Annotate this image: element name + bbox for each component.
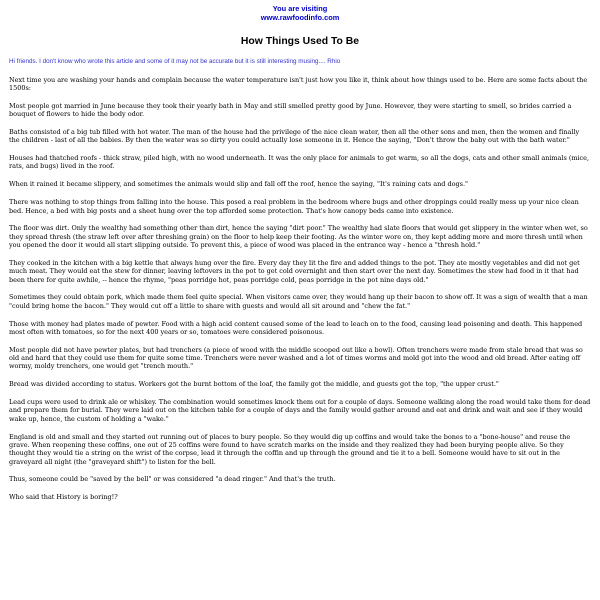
site-banner xyxy=(9,5,591,22)
paragraph: Most people got married in June because they took their yearly bath in May and still smelled pretty good by June. However, they were starting to smell, so brides carried a bouquet of flowers to hide the body odor. xyxy=(9,101,572,119)
paragraph: Who said that History is boring!? xyxy=(9,493,118,502)
paragraph: Lead cups were used to drink ale or whiskey. The combination would sometimes knock them out for a couple of days. Someone walking along the road would take them for dead and prepare them for burial. They were laid out on the kitchen table for a couple of days and the family would gather around and eat and drink and wait and see if they would wake up, hence, the custom of holding a "wake." xyxy=(9,398,591,423)
paragraph: When it rained it became slippery, and sometimes the animals would slip and fall off the roof, hence the saying, "It's raining cats and dogs." xyxy=(9,180,468,189)
paragraph: Most people did not have pewter plates, but had trenchers (a piece of wood with the middle scooped out like a bowl). Often trenchers were made from stale bread that was so old and hard that they could use them for quite some time. Trenchers were never washed and a lot of times worms and mold got into the wood and old bread. After eating off wormy, moldy trenchers, one would get "trench mouth." xyxy=(9,345,583,371)
paragraph: Baths consisted of a big tub filled with hot water. The man of the house had the privilege of the nice clean water, then all the other sons and men, then the women and finally the children - last of all the babies. By then the water was so dirty you could actually lose someone in it. Hence the saying, "Don't throw the baby out with the bath water." xyxy=(9,127,580,145)
visiting-text: You are visiting xyxy=(272,4,328,13)
paragraph: Bread was divided according to status. Workers got the burnt bottom of the loaf, the family got the middle, and guests got the top, "the upper crust." xyxy=(9,380,499,389)
paragraph: Houses had thatched roofs - thick straw, piled high, with no wood underneath. It was the only place for animals to get warm, so all the dogs, cats and other small animals (mice, rats, and bugs) lived in the roof. xyxy=(9,154,590,171)
intro-note: Hi friends. I don't know who wrote this article and some of it may not be accurate but it is still interesting musing.... Rhio xyxy=(9,58,341,65)
paragraph: England is old and small and they started out running out of places to bury people. So they would dig up coffins and would take the bones to a "bone-house" and reuse the grave. When reopening these coffins, one out of 25 coffins were found to have scratch marks on the inside and they realized they had been burying people alive. So they thought they would tie a string on the wrist of the corpse, lead it through the coffin and up through the ground and tie it to a bell. Someone would have to sit out in the graveyard all night (the "graveyard shift") to listen for the bell. xyxy=(9,432,571,466)
paragraph: Sometimes they could obtain pork, which made them feel quite special. When visitors came over, they would hang up their bacon to show off. It was a sign of wealth that a man "could bring home the bacon." They would cut off a little to share with guests and would all sit around and "chew the fat." xyxy=(9,293,588,310)
paragraph: They cooked in the kitchen with a big kettle that always hung over the fire. Every day they lit the fire and added things to the pot. They ate mostly vegetables and did not get much meat. They would eat the stew for dinner, leaving leftovers in the pot to get cold overnight and then start over the next day. Sometimes the stew had food in it that had been there for quite awhile, -- hence the rhyme, "peas porridge hot, peas porridge cold, peas porridge in the pot nine days old." xyxy=(9,258,580,284)
paragraph: The floor was dirt. Only the wealthy had something other than dirt, hence the saying "dirt poor." The wealthy had slate floors that would get slippery in the winter when wet, so they spread thresh (the straw left over after threshing grain) on the floor to help keep their footing. As the winter wore on, they kept adding more and more thresh until when you opened the door it would all start slipping outside. To prevent this, a piece of wood was placed in the entrance way - hence a "thresh hold." xyxy=(9,224,588,250)
site-link[interactable]: www.rawfoodinfo.com xyxy=(260,12,340,22)
paragraph: Thus, someone could be "saved by the bell" or was considered "a dead ringer." And that's the truth. xyxy=(9,475,336,484)
article-title: How Things Used To Be xyxy=(240,36,360,47)
paragraph: There was nothing to stop things from falling into the house. This posed a real problem in the bedroom where bugs and other droppings could really mess up your nice clean bed. Hence, a bed with big posts and a sheet hung over the top afforded some protection. That's how canopy beds came into existence. xyxy=(9,198,579,215)
paragraph: Those with money had plates made of pewter. Food with a high acid content caused some of the lead to leach on to the food, causing lead poisoning and death. This happened most often with tomatoes, so for the next 400 years or so, tomatoes were considered poisonous. xyxy=(9,319,583,336)
paragraph: Next time you are washing your hands and complain because the water temperature isn't just how you like it, think about how things used to be. Here are some facts about the 1500s: xyxy=(9,75,588,92)
